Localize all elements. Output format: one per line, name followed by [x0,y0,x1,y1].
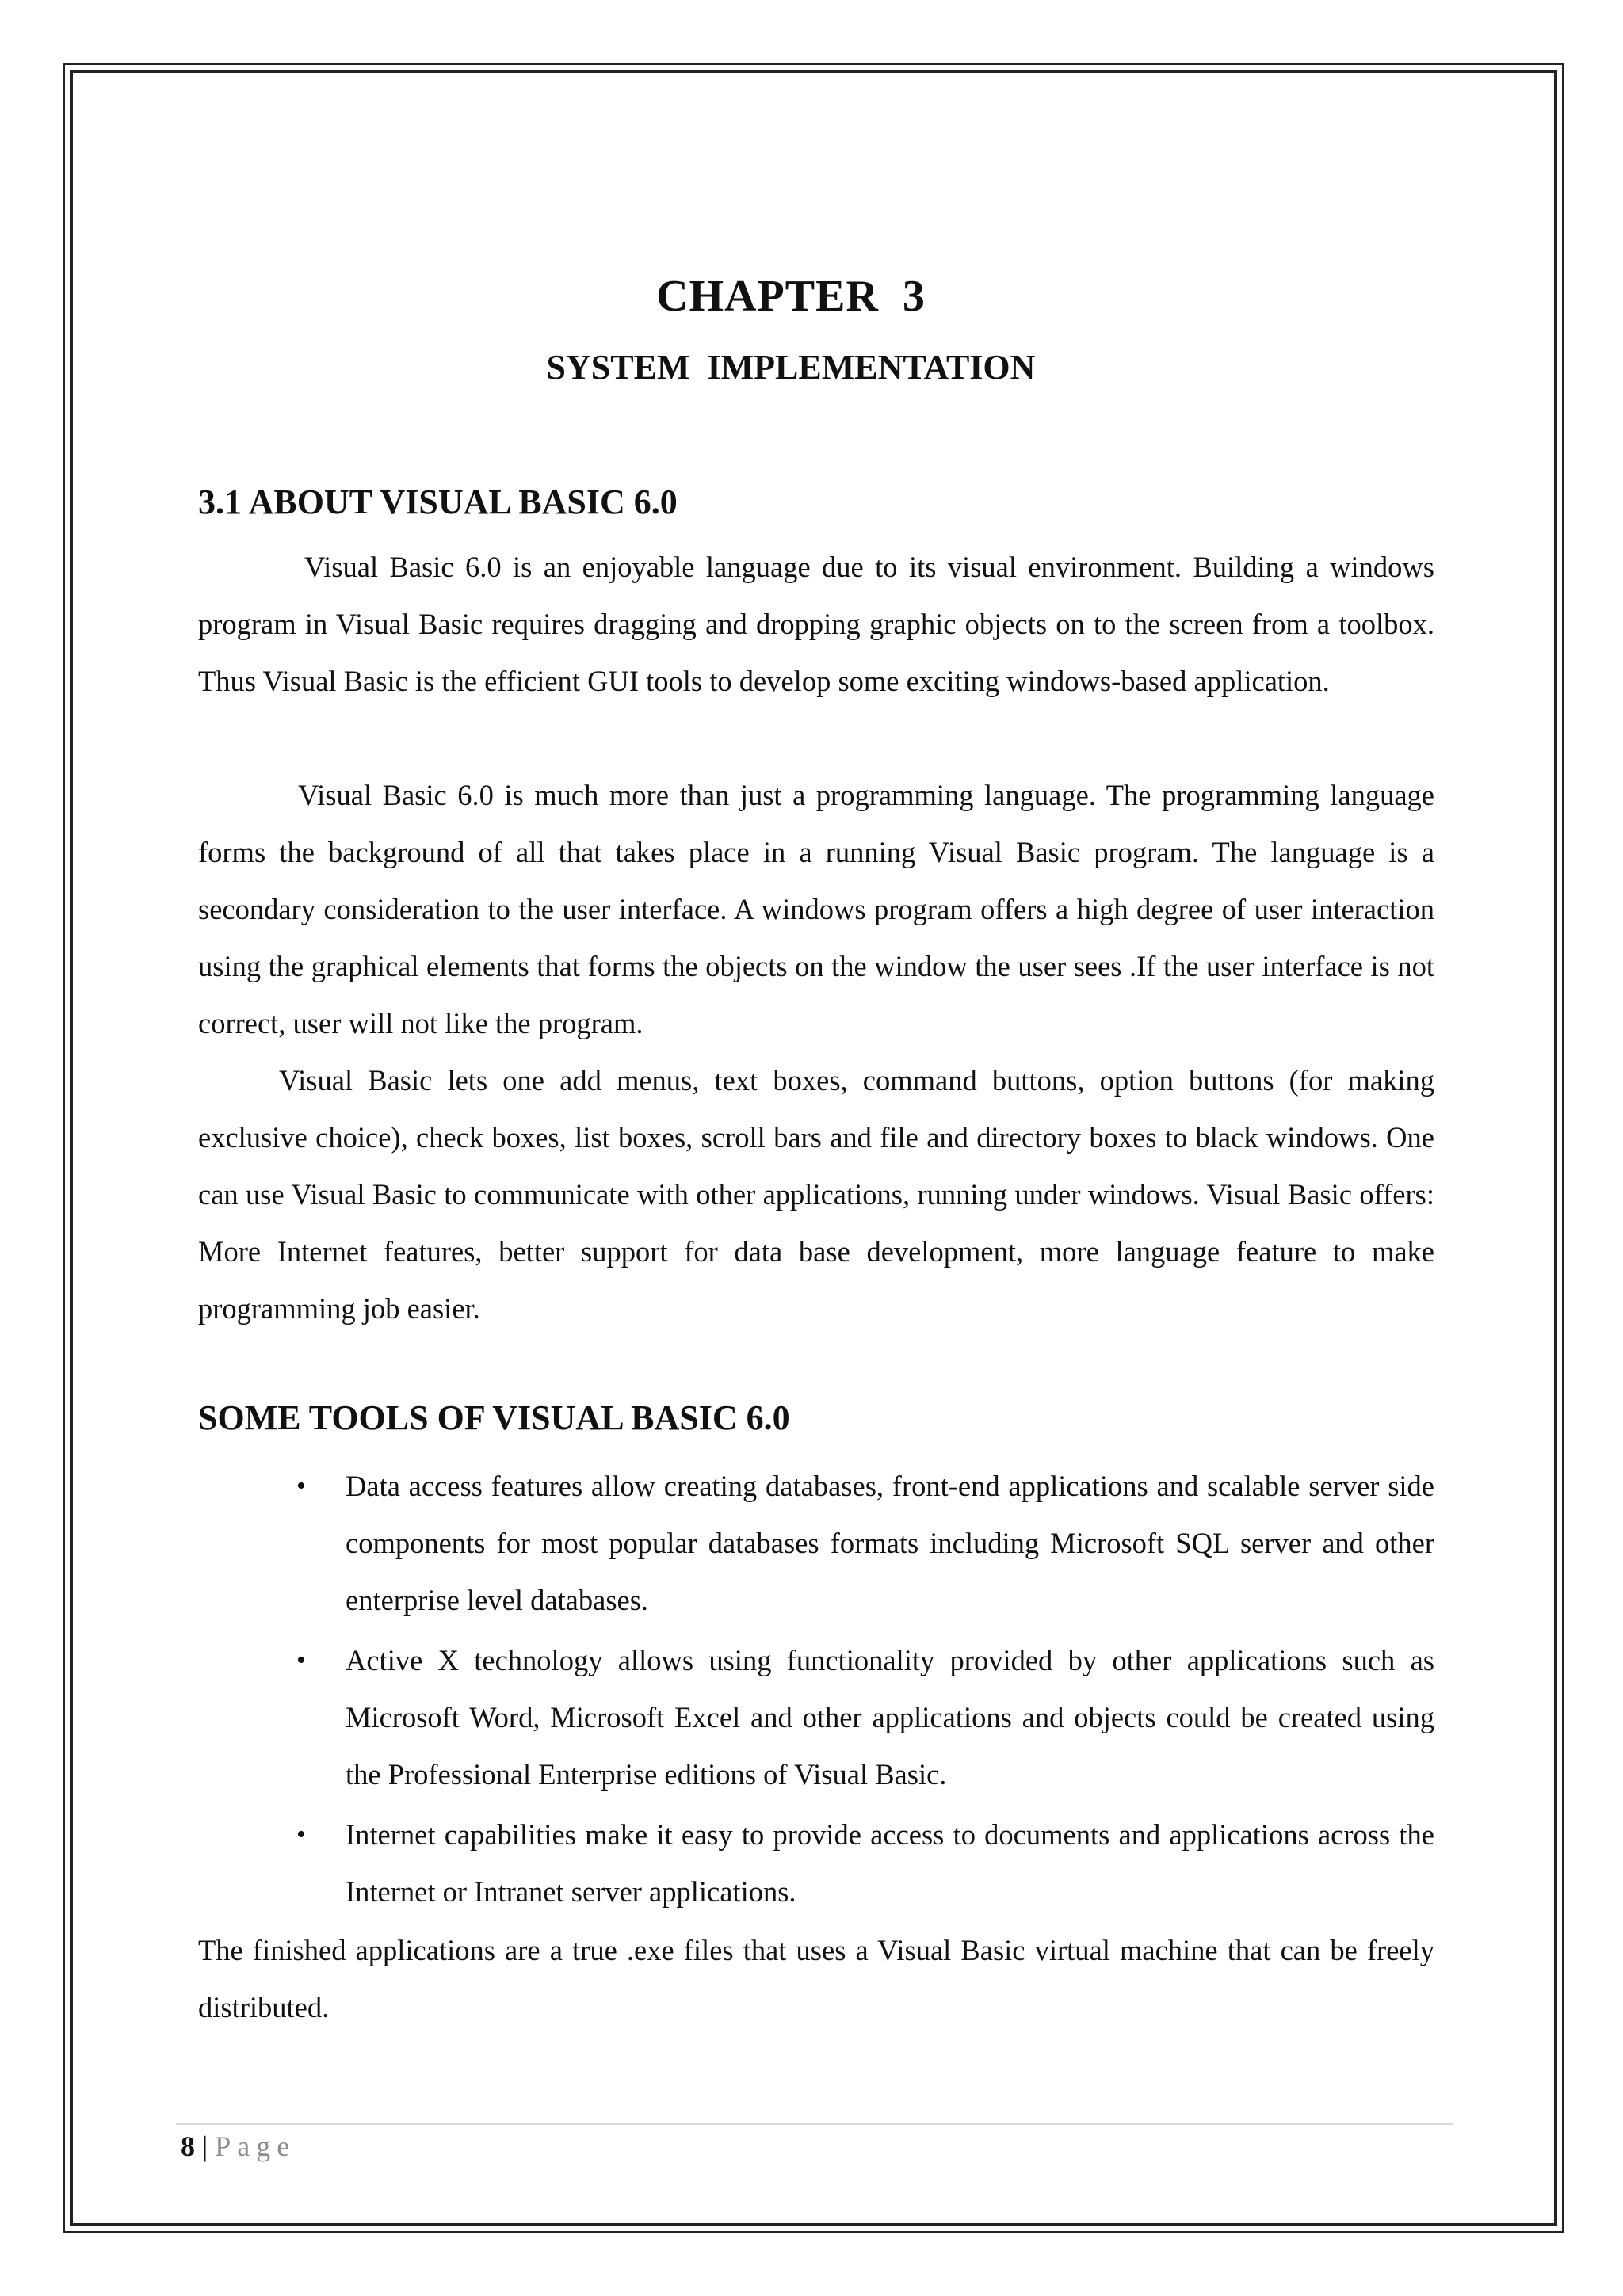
chapter-title: CHAPTER 3 [656,272,926,321]
bullet-text: Data access features allow creating databases, front-end applications and scalable server side components for most popular databases formats including Microsoft SQL server and other enterprise level databases. [346,1470,1434,1616]
bullet-icon: • [296,1471,306,1501]
tools-bullet-list [198,1458,1434,1924]
bullet-icon: • [296,1646,306,1675]
footer-divider [176,2123,1453,2125]
page-number: 8 [181,2130,195,2162]
section-heading-tools: SOME TOOLS OF VISUAL BASIC 6.0 [198,1398,790,1437]
bullet-text: Active X technology allows using functionality provided by other applications such as Microsoft Word, Microsoft Excel and other applications and objects could be created using the Professional Enterprise editions of Visual Basic. [346,1644,1434,1791]
closing-paragraph: The finished applications are a true .exe files that uses a Visual Basic virtual machine that can be freely distributed. [198,1934,1434,2023]
page-footer [181,2130,296,2163]
page-label: Page [215,2130,296,2162]
paragraph-1: Visual Basic 6.0 is an enjoyable language due to its visual environment. Building a windows program in Visual Basic requires dragging and dropping graphic objects on to the screen from a toolbox. Thus Visual Basic is the efficient GUI tools to develop some exciting windows-based application. [198,551,1434,697]
list-item [198,1632,1434,1803]
paragraph-2: Visual Basic 6.0 is much more than just a programming language. The programming language forms the background of all that takes place in a running Visual Basic program. The language is a secondary consideration to the user interface. A windows program offers a high degree of user interaction using the graphical elements that forms the objects on the window the user sees .If the user interface is not correct, user will not like the program. [198,779,1434,1039]
bullet-text: Internet capabilities make it easy to provide access to documents and applications across the Internet or Intranet server applications. [346,1818,1434,1908]
list-item [198,1458,1434,1629]
bullet-icon: • [296,1820,306,1849]
list-item [198,1806,1434,1920]
footer-separator: | [195,2130,216,2162]
chapter-subtitle: SYSTEM IMPLEMENTATION [546,348,1036,387]
paragraph-3: Visual Basic lets one add menus, text boxes, command buttons, option buttons (for making exclusive choice), check boxes, list boxes, scroll bars and file and directory boxes to black windows. One can use Visual Basic to communicate with other applications, running under windows. Visual Basic offers: More Internet features, better support for data base development, more language feature to make programming job easier. [198,1064,1434,1325]
section-heading-about-vb: 3.1 ABOUT VISUAL BASIC 6.0 [198,482,678,521]
